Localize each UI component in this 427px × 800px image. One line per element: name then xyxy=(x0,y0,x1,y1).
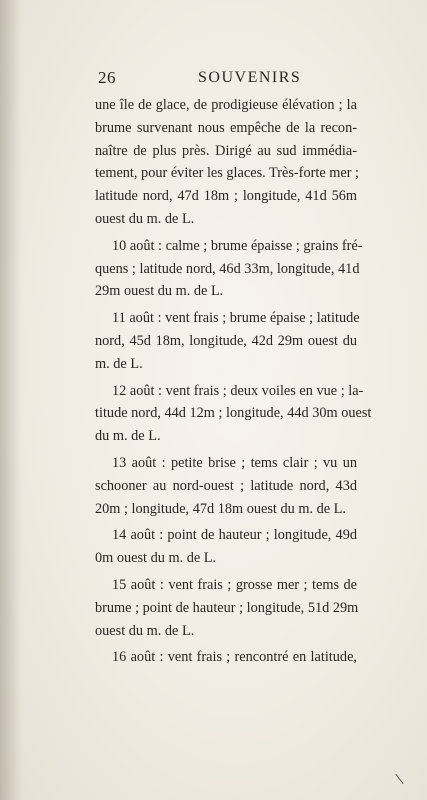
paragraph-7 xyxy=(95,574,357,642)
paragraph-5 xyxy=(95,452,357,520)
paragraph-4 xyxy=(95,380,372,448)
text-line: du m. de L. xyxy=(95,428,161,445)
text-line: brume ; point de hauteur ; longitude, 51d 29m xyxy=(95,599,359,616)
paragraph-3 xyxy=(95,307,360,375)
text-line: quens ; latitude nord, 46d 33m, longitude, 41d xyxy=(95,260,360,277)
page-number: 26 xyxy=(98,68,116,87)
page-header xyxy=(90,68,360,90)
text-line: 16 août : vent frais ; rencontré en latitude, xyxy=(112,649,357,666)
paragraph-6 xyxy=(95,524,357,570)
text-line: schooner au nord-ouest ; latitude nord, 43d xyxy=(95,477,357,494)
text-line: 15 août : vent frais ; grosse mer ; tems de xyxy=(112,576,357,593)
text-line: 12 août : vent frais ; deux voiles en vue ; la- xyxy=(112,382,364,399)
paragraph-8 xyxy=(95,646,357,669)
text-line: latitude nord, 47d 18m ; longitude, 41d 56m xyxy=(95,188,357,205)
text-line: 14 août : point de hauteur ; longitude, 49d xyxy=(112,527,357,544)
text-line: 20m ; longitude, 47d 18m ouest du m. de L. xyxy=(95,500,346,517)
text-line: tement, pour éviter les glaces. Très-forte mer ; xyxy=(95,165,360,182)
pencil-mark-icon xyxy=(395,768,411,784)
text-line: une île de glace, de prodigieuse élévation ; la xyxy=(95,97,357,113)
paragraph-1 xyxy=(95,94,360,231)
running-head: SOUVENIRS xyxy=(198,69,302,86)
text-line: titude nord, 44d 12m ; longitude, 44d 30m ouest xyxy=(95,405,372,422)
text-line: 10 août : calme ; brume épaisse ; grains fré- xyxy=(112,237,363,254)
text-line: 13 août : petite brise ; tems clair ; vu un xyxy=(112,454,357,471)
binding-shadow xyxy=(0,0,22,800)
text-line: 0m ouest du m. de L. xyxy=(95,550,217,567)
text-line: ouest du m. de L. xyxy=(95,622,195,639)
text-line: brume survenant nous empêche de la recon- xyxy=(95,119,357,136)
text-line: 11 août : vent frais ; brume épaise ; latitude xyxy=(112,310,360,327)
text-line: naître de plus près. Dirigé au sud immédia- xyxy=(95,142,357,159)
paragraph-2 xyxy=(95,235,363,303)
text-line: m. de L. xyxy=(95,355,143,372)
text-line: nord, 45d 18m, longitude, 42d 29m ouest du xyxy=(95,332,357,349)
text-line: ouest du m. de L. xyxy=(95,210,195,227)
body-text xyxy=(95,94,372,673)
text-line: 29m ouest du m. de L. xyxy=(95,283,224,300)
